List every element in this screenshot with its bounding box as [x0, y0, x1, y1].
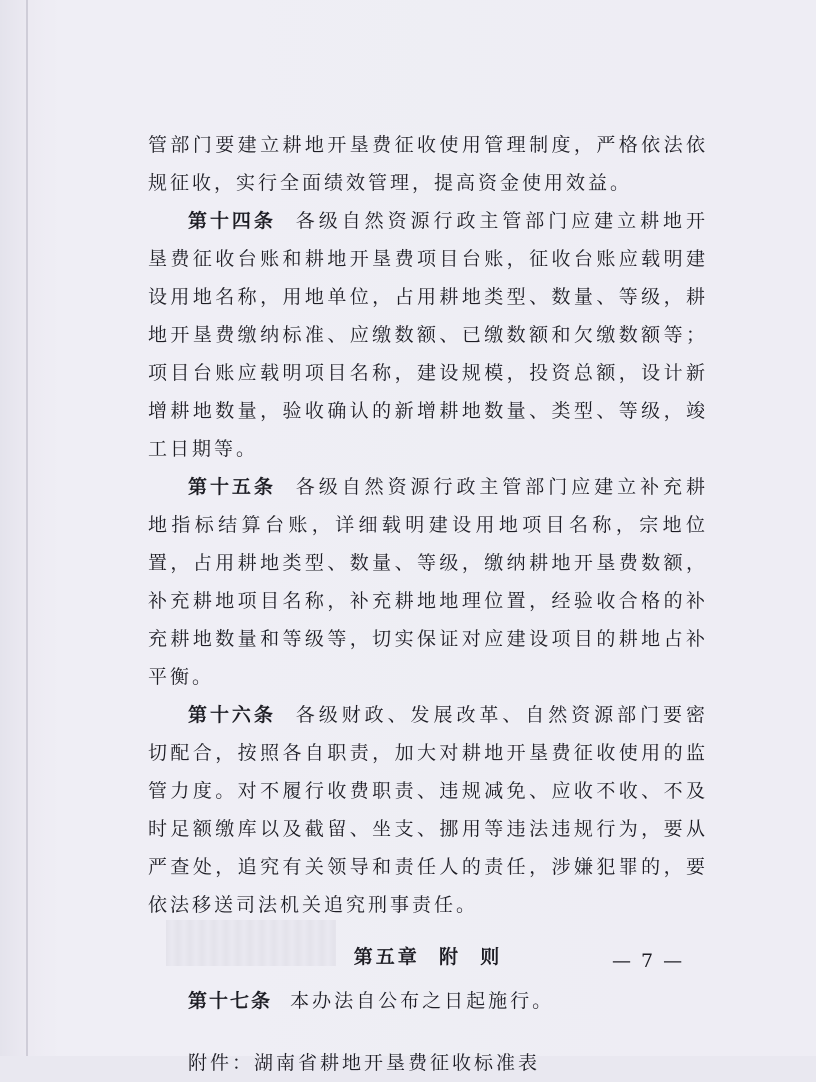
article-text: 本办法自公布之日起施行。: [290, 990, 555, 1012]
article-label: 第十六条: [188, 704, 276, 726]
article-15: [148, 468, 708, 696]
attachment-line: 附件：湖南省耕地开垦费征收标准表: [188, 1052, 541, 1074]
article-14: [148, 202, 708, 468]
paragraph-continuation: [148, 126, 708, 202]
article-16: [148, 696, 708, 924]
article-label: 第十四条: [188, 210, 276, 232]
article-text: 各级自然资源行政主管部门应建立补充耕地指标结算台账，详细载明建设用地项目名称，宗地位置，占用耕地类型、数量、等级，缴纳耕地开垦费数额，补充耕地项目名称，补充耕地地理位置，经验收合格的补充耕地数量和等级等，切实保证对应建设项目的耕地占补平衡。: [148, 476, 708, 688]
article-text: 各级自然资源行政主管部门应建立耕地开垦费征收台账和耕地开垦费项目台账，征收台账应载明建设用地名称，用地单位，占用耕地类型、数量、等级，耕地开垦费缴纳标准、应缴数额、已缴数额和欠缴数额等；项目台账应载明项目名称，建设规模，投资总额，设计新增耕地数量，验收确认的新增耕地数量、类型、等级，竣工日期等。: [148, 210, 708, 460]
article-label: 第十五条: [188, 476, 276, 498]
page-number: — 7 —: [612, 950, 685, 972]
paragraph-text: 管部门要建立耕地开垦费征收使用管理制度，严格依法依规征收，实行全面绩效管理，提高资金使用效益。: [148, 134, 708, 194]
bleed-through-mark: [166, 920, 336, 966]
article-text: 各级财政、发展改革、自然资源部门要密切配合，按照各自职责，加大对耕地开垦费征收使用的监管力度。对不履行收费职责、违规减免、应收不收、不及时足额缴库以及截留、坐支、挪用等违法违规行为，要从严查处，追究有关领导和责任人的责任，涉嫌犯罪的，要依法移送司法机关追究刑事责任。: [148, 704, 708, 916]
chapter-title: 第五章 附 则: [353, 946, 503, 968]
article-label: 第十七条: [188, 990, 273, 1012]
article-17: [148, 982, 708, 1020]
binding-edge: [26, 0, 28, 1056]
